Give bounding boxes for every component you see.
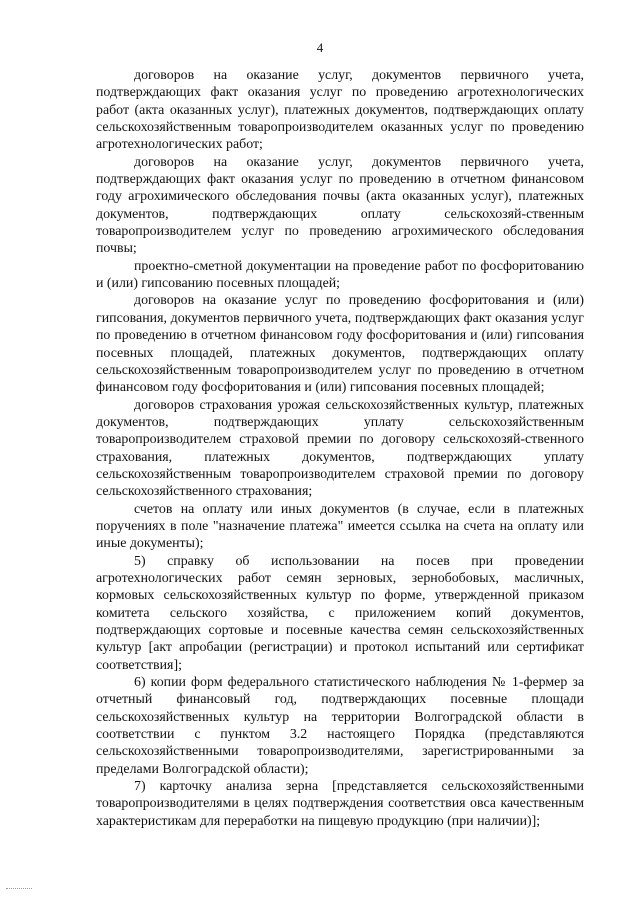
paragraph-item-5-seed-certificate: 5) справку об использовании на посев при проведении агротехнологических работ семян зерновых, зернобобовых, масличных, кормовых сельскохозяйственных культур по форме, утвержденной приказом комитета сельского хозяйства, с приложением копий документов, подтверждающих сортовые и посевные качества семян сельскохозяйственных культур [акт апробации (регистрации) и протокол испытаний или сертификат соответствия]; (96, 553, 584, 673)
page-number: 4 (316, 40, 324, 55)
paragraph-crop-insurance: договоров страхования урожая сельскохозяйственных культур, платежных документов, подтверждающих уплату сельскохозяйственным товаропроизводителем страховой премии по договору сельскохозяй-ственного страхования, платежных документов, подтверждающих уплату сельскохозяйственным товаропроизводителем страховой премии по договору сельскохозяйственного страхования; (96, 397, 584, 500)
paragraph-agrotech-contracts: договоров на оказание услуг, документов первичного учета, подтверждающих факт оказания услуг по проведению агротехнологических работ (акта оказанных услуг), платежных документов, подтверждающих оплату сельскохозяйственным товаропроизводителем оказанных услуг по проведению агротехнологических работ; (96, 68, 584, 153)
paragraph-agrochemical-survey: договоров на оказание услуг, документов первичного учета, подтверждающих факт оказания услуг по проведению в отчетном финансовом году агрохимического обследования почвы (акта оказанных услуг), платежных документов, подтверждающих оплату сельскохозяй-ственным товаропроизводителем услуг по проведению агрохимического обследования почвы; (96, 154, 584, 257)
paragraph-invoices: счетов на оплату или иных документов (в случае, если в платежных поручениях в поле "назначение платежа" имеется ссылка на счета на оплату или иные документы); (96, 501, 584, 552)
scan-artifact-mark (6, 888, 32, 891)
document-body (96, 67, 584, 830)
paragraph-design-estimate: проектно-сметной документации на проведение работ по фосфоритованию и (или) гипсованию посевных площадей; (96, 258, 584, 292)
paragraph-item-6-statistical-forms: 6) копии форм федерального статистического наблюдения № 1-фермер за отчетный финансовый год, подтверждающих посевные площади сельскохозяйственных культур на территории Волгоградской области в соответствии с пунктом 3.2 настоящего Порядка (представляются сельскохозяйственными товаропроизводителями, зарегистрированными за пределами Волгоградской области); (96, 675, 584, 777)
paragraph-item-7-grain-analysis: 7) карточку анализа зерна [представляется сельскохозяйственными товаропроизводителями в целях подтверждения соответствия овса качественным характеристикам для переработки на пищевую продукцию (при наличии)]; (96, 779, 584, 829)
paragraph-phosphoritization-contracts: договоров на оказание услуг по проведению фосфоритования и (или) гипсования, документов первичного учета, подтверждающих факт оказания услуг по проведению в отчетном финансовом году фосфоритования и (или) гипсования посевных площадей, платежных документов, подтверждающих оплату сельскохозяйственным товаропроизводителем услуг по проведению в отчетном финансовом году фосфоритования и (или) гипсования посевных площадей; (96, 293, 584, 396)
